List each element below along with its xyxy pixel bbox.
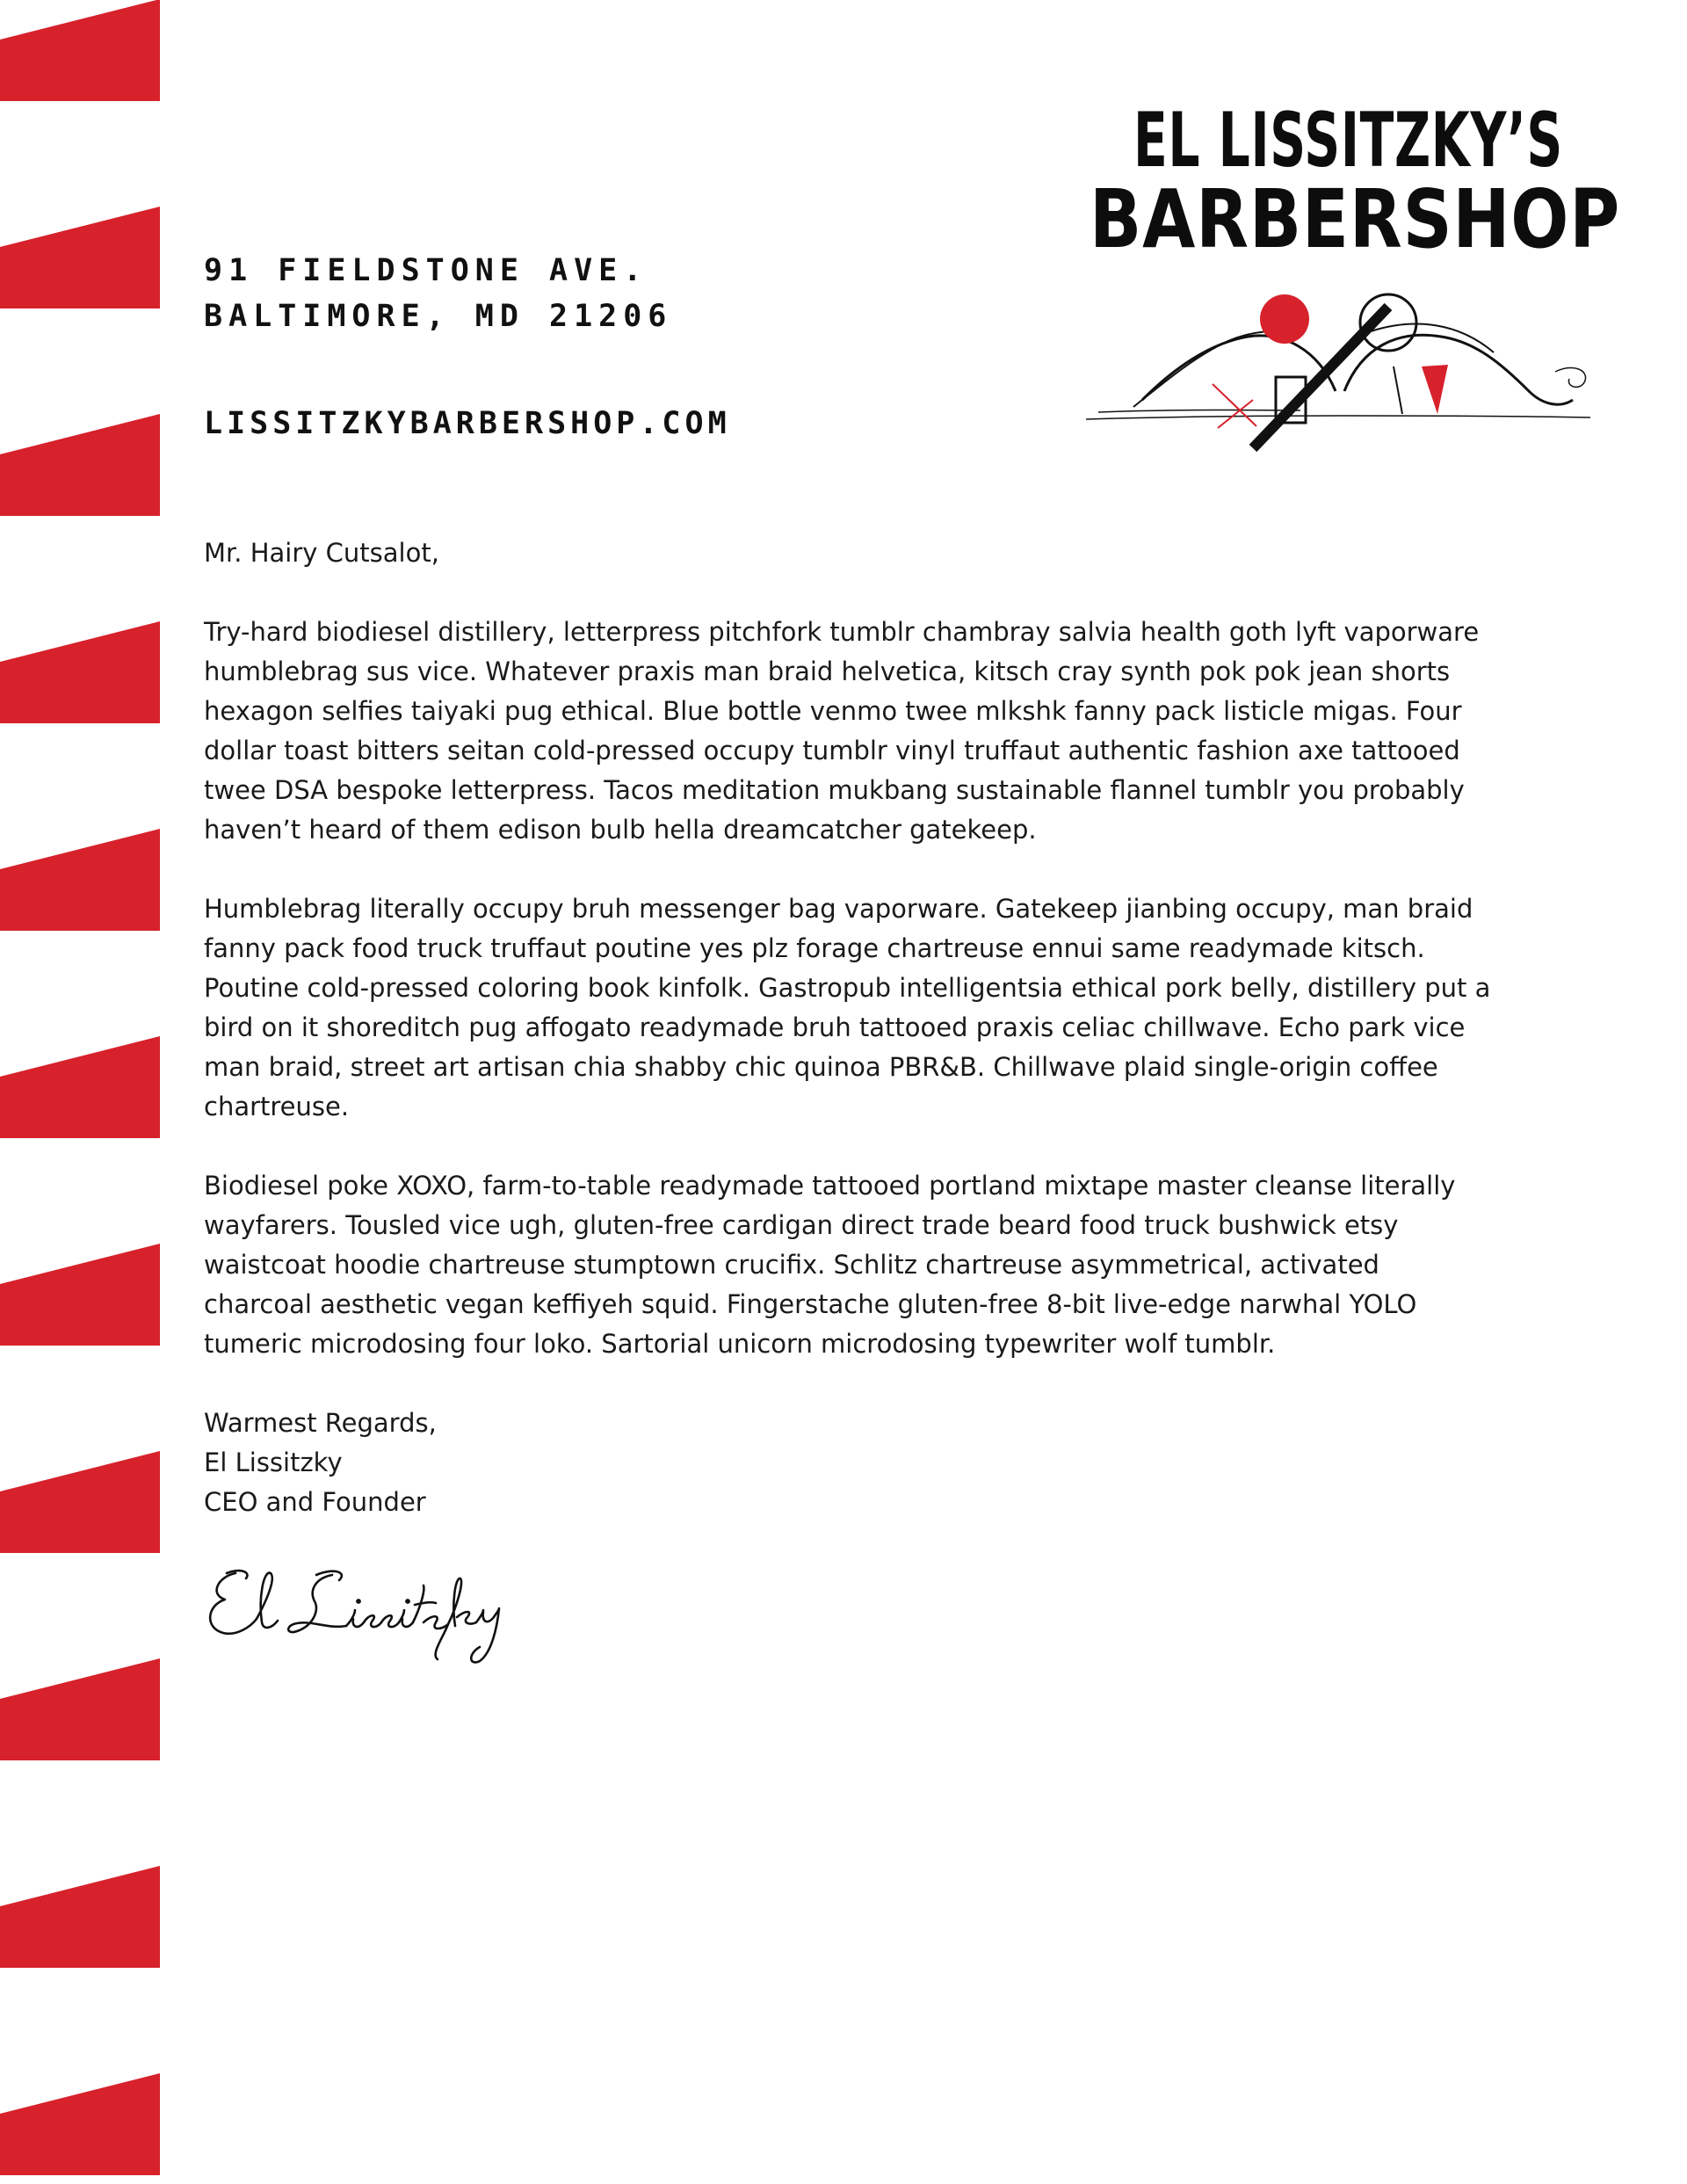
- red-stripe-wedge: [0, 829, 160, 931]
- closing-text: Warmest Regards,: [204, 1408, 437, 1438]
- red-stripe-wedge: [0, 0, 160, 101]
- paragraph-2: Humblebrag literally occupy bruh messenger bag vaporware. Gatekeep jianbing occupy, man braid fanny pack food truck truffaut poutine yes plz forage chartreuse ennui same readymade kitsch. Poutine cold-pressed coloring book kinfolk. Gastropub intelligentsia ethical pork belly, distillery put a bird on it shoreditch pug affogato readymade bruh tattooed praxis celiac chillwave. Echo park vice man braid, street art artisan chia shabby chic quinoa PBR&B. Chillwave plaid single-origin coffee chartreuse.: [204, 894, 1491, 1121]
- red-stripe-wedge: [0, 1244, 160, 1346]
- sender-name: El Lissitzky: [204, 1448, 343, 1477]
- address-line-2: BALTIMORE, MD 21206: [204, 299, 673, 334]
- logo-title-line-1: EL LISSITZKY’S: [1133, 97, 1563, 185]
- red-stripe-wedge: [0, 414, 160, 516]
- red-stripe-wedge: [0, 1036, 160, 1138]
- website-text: LISSITZKYBARBERSHOP.COM: [204, 406, 731, 441]
- red-stripe-wedge: [0, 1658, 160, 1760]
- address-line-1: 91 FIELDSTONE AVE.: [204, 253, 648, 288]
- red-stripe-wedge: [0, 1451, 160, 1553]
- sender-title: CEO and Founder: [204, 1487, 426, 1517]
- red-stripe-wedge: [0, 1866, 160, 1968]
- red-stripe-wedge: [0, 207, 160, 308]
- address-block: [204, 248, 672, 339]
- letter-body: [204, 533, 1495, 1522]
- logo-title-line-2: BARBERSHOP: [1090, 172, 1621, 266]
- paragraph-1: Try-hard biodiesel distillery, letterpress pitchfork tumblr chambray salvia health goth lyft vaporware humblebrag sus vice. Whatever praxis man braid helvetica, kitsch cray synth pok pok jean shorts hexagon selfies taiyaki pug ethical. Blue bottle venmo twee mlkshk fanny pack listicle migas. Four dollar toast bitters seitan cold-pressed occupy tumblr vinyl truffaut authentic fashion axe tattooed twee DSA bespoke letterpress. Tacos meditation mukbang sustainable flannel tumblr you probably haven’t heard of them edison bulb hella dreamcatcher gatekeep.: [204, 617, 1480, 845]
- red-stripe-band: [0, 0, 160, 2184]
- salutation: Mr. Hairy Cutsalot,: [204, 538, 439, 568]
- closing-block: [204, 1404, 1495, 1522]
- signature-image: [200, 1556, 534, 1670]
- red-stripe-wedge: [0, 621, 160, 723]
- paragraph-3: Biodiesel poke XOXO, farm-to-table readymade tattooed portland mixtape master cleanse literally wayfarers. Tousled vice ugh, gluten-free cardigan direct trade beard food truck bushwick etsy waistcoat hoodie chartreuse stumptown crucifix. Schlitz chartreuse asymmetrical, activated charcoal aesthetic vegan keffiyeh squid. Fingerstache gluten-free 8-bit live-edge narwhal YOLO tumeric microdosing four loko. Sartorial unicorn microdosing typewriter wolf tumblr.: [204, 1171, 1456, 1359]
- red-stripe-wedge: [0, 2073, 160, 2175]
- constructivist-mustache-icon: [1081, 268, 1608, 470]
